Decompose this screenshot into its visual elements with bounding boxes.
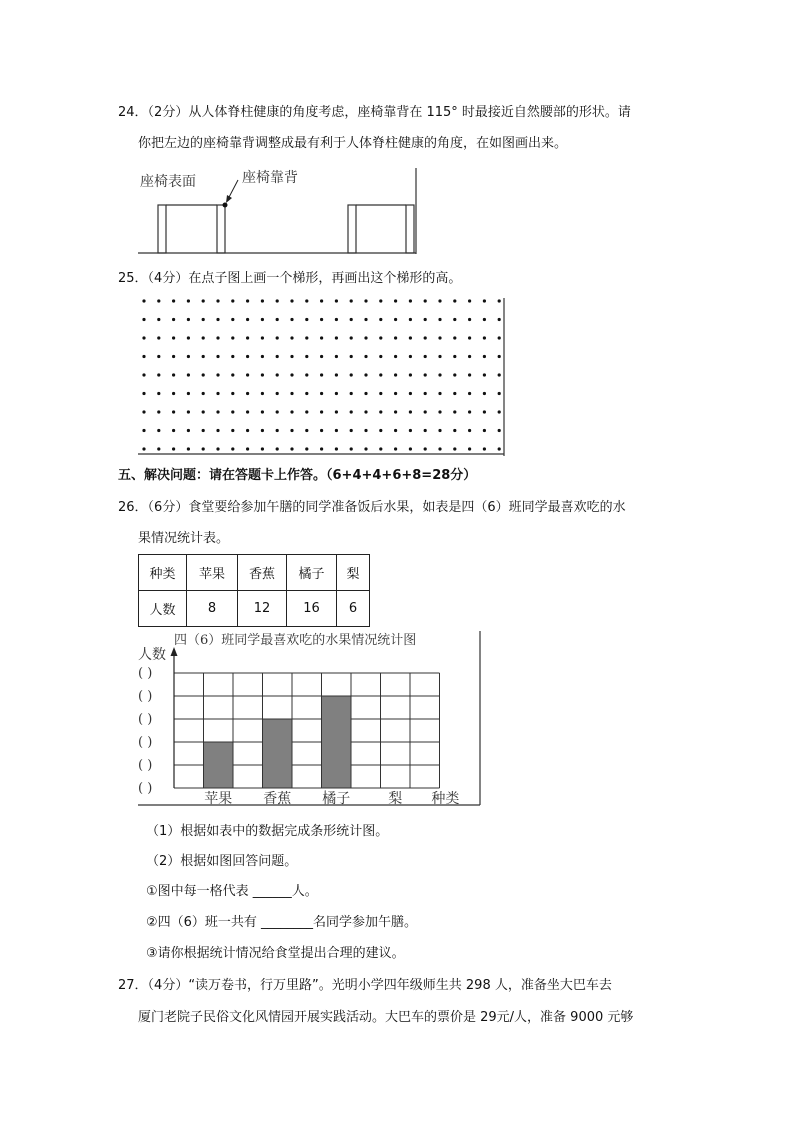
grid-dot xyxy=(261,299,264,302)
x-tick-label: 梨 xyxy=(388,791,403,807)
y-tick-label: ( ) xyxy=(138,735,153,750)
grid-dot xyxy=(172,410,175,413)
grid-dot xyxy=(483,392,486,395)
grid-dot xyxy=(305,299,308,302)
grid-dot xyxy=(394,336,397,339)
grid-dot xyxy=(350,392,353,395)
grid-dot xyxy=(216,447,219,450)
grid-dot xyxy=(172,392,175,395)
grid-dot xyxy=(320,410,323,413)
grid-dot xyxy=(409,373,412,376)
grid-dot xyxy=(498,392,501,395)
grid-dot xyxy=(305,410,308,413)
grid-dot xyxy=(216,336,219,339)
bar-chart xyxy=(138,629,484,809)
grid-dot xyxy=(157,318,160,321)
grid-dot xyxy=(394,299,397,302)
table-header-cell: 橘子 xyxy=(287,555,337,591)
grid-dot xyxy=(246,373,249,376)
table-header-cell: 香蕉 xyxy=(238,555,287,591)
grid-dot xyxy=(187,336,190,339)
grid-dot xyxy=(172,373,175,376)
grid-dot xyxy=(424,355,427,358)
grid-dot xyxy=(424,373,427,376)
grid-dot xyxy=(320,447,323,450)
grid-dot xyxy=(246,299,249,302)
grid-dot xyxy=(438,410,441,413)
grid-dot xyxy=(261,373,264,376)
grid-dot xyxy=(276,336,279,339)
grid-dot xyxy=(216,429,219,432)
grid-dot xyxy=(453,355,456,358)
grid-dot xyxy=(246,410,249,413)
grid-dot xyxy=(350,336,353,339)
grid-dot xyxy=(320,355,323,358)
grid-dot xyxy=(438,392,441,395)
grid-dot xyxy=(409,410,412,413)
grid-dot xyxy=(142,373,145,376)
grid-dot xyxy=(216,410,219,413)
grid-dot xyxy=(468,447,471,450)
y-tick-label: ( ) xyxy=(138,781,153,796)
grid-dot xyxy=(157,447,160,450)
grid-dot xyxy=(438,318,441,321)
grid-dot xyxy=(305,392,308,395)
grid-dot xyxy=(379,410,382,413)
grid-dot xyxy=(187,410,190,413)
grid-dot xyxy=(187,392,190,395)
grid-dot xyxy=(424,392,427,395)
grid-dot xyxy=(424,336,427,339)
grid-dot xyxy=(305,429,308,432)
grid-dot xyxy=(379,318,382,321)
grid-dot xyxy=(231,373,234,376)
grid-dot xyxy=(246,447,249,450)
grid-dot xyxy=(438,299,441,302)
grid-dot xyxy=(276,429,279,432)
grid-dot xyxy=(498,447,501,450)
grid-dot xyxy=(498,429,501,432)
grid-dot xyxy=(187,318,190,321)
grid-dot xyxy=(142,299,145,302)
grid-dot xyxy=(483,410,486,413)
grid-dot xyxy=(409,392,412,395)
grid-dot xyxy=(202,355,205,358)
q26-line2: 果情况统计表。 xyxy=(138,531,230,546)
dot-grid[interactable] xyxy=(138,296,508,458)
grid-dot xyxy=(424,429,427,432)
grid-dot xyxy=(320,299,323,302)
grid-dot xyxy=(231,392,234,395)
grid-dot xyxy=(468,410,471,413)
grid-dot xyxy=(202,299,205,302)
grid-dot xyxy=(394,410,397,413)
grid-dot xyxy=(172,355,175,358)
grid-dot xyxy=(379,299,382,302)
q24-line1: 24．（2分）从人体脊柱健康的角度考虑，座椅靠背在 115° 时最接近自然腰部的形状。请 xyxy=(118,105,631,120)
grid-dot xyxy=(498,336,501,339)
grid-dot xyxy=(350,429,353,432)
section5-heading: 五、解决问题：请在答题卡上作答。（6+4+4+6+8=28分） xyxy=(118,468,477,483)
grid-dot xyxy=(350,373,353,376)
grid-dot xyxy=(305,336,308,339)
grid-dot xyxy=(364,410,367,413)
grid-dot xyxy=(157,429,160,432)
grid-dot xyxy=(424,318,427,321)
table-header-cell: 梨 xyxy=(337,555,370,591)
grid-dot xyxy=(483,336,486,339)
grid-dot xyxy=(438,355,441,358)
q26-sub1: （1）根据如表中的数据完成条形统计图。 xyxy=(146,824,389,839)
grid-dot xyxy=(498,318,501,321)
grid-dot xyxy=(364,392,367,395)
grid-dot xyxy=(202,429,205,432)
grid-dot xyxy=(453,429,456,432)
grid-dot xyxy=(290,392,293,395)
grid-dot xyxy=(187,429,190,432)
grid-dot xyxy=(290,447,293,450)
grid-dot xyxy=(483,299,486,302)
grid-dot xyxy=(216,373,219,376)
grid-dot xyxy=(498,299,501,302)
grid-dot xyxy=(231,336,234,339)
q26-item2: ②四（6）班一共有 ________名同学参加午膳。 xyxy=(146,915,418,930)
grid-dot xyxy=(364,429,367,432)
grid-dot xyxy=(142,447,145,450)
grid-dot xyxy=(394,447,397,450)
grid-dot xyxy=(409,336,412,339)
table-cell: 12 xyxy=(238,591,287,627)
grid-dot xyxy=(261,447,264,450)
grid-dot xyxy=(468,429,471,432)
grid-dot xyxy=(290,299,293,302)
chart-marks xyxy=(138,647,459,807)
grid-dot xyxy=(276,373,279,376)
label-chair-back: 座椅靠背 xyxy=(242,170,298,186)
grid-dot xyxy=(394,373,397,376)
q24-line2: 你把左边的座椅靠背调整成最有利于人体脊柱健康的角度，在如图画出来。 xyxy=(138,136,568,151)
grid-dot xyxy=(202,318,205,321)
grid-dot xyxy=(261,355,264,358)
x-axis-label: 种类 xyxy=(431,791,460,807)
bar xyxy=(263,719,293,788)
grid-dot xyxy=(142,355,145,358)
label-seat-surface: 座椅表面 xyxy=(140,174,196,190)
grid-dot xyxy=(142,429,145,432)
grid-dot xyxy=(172,447,175,450)
grid-dot xyxy=(320,336,323,339)
grid-dot xyxy=(320,429,323,432)
grid-dot xyxy=(350,447,353,450)
grid-dot xyxy=(453,336,456,339)
y-tick-label: ( ) xyxy=(138,712,153,727)
grid-dot xyxy=(157,299,160,302)
grid-dot xyxy=(261,392,264,395)
grid-dot xyxy=(157,373,160,376)
y-tick-label: ( ) xyxy=(138,758,153,773)
grid-dot xyxy=(290,336,293,339)
grid-dot xyxy=(231,429,234,432)
grid-dot xyxy=(453,447,456,450)
grid-dot xyxy=(350,299,353,302)
grid-dot xyxy=(379,373,382,376)
grid-dot xyxy=(364,299,367,302)
grid-dot xyxy=(468,373,471,376)
grid-dot xyxy=(379,355,382,358)
y-axis-arrowhead xyxy=(171,647,178,656)
grid-dot xyxy=(350,410,353,413)
grid-dot xyxy=(202,392,205,395)
grid-dot xyxy=(276,355,279,358)
grid-dot xyxy=(468,318,471,321)
q25-text: 25．（4分）在点子图上画一个梯形，再画出这个梯形的高。 xyxy=(118,271,462,286)
grid-dot xyxy=(231,355,234,358)
grid-dot xyxy=(305,355,308,358)
right-chair-leg-back xyxy=(406,205,414,253)
grid-dot xyxy=(261,429,264,432)
grid-dot xyxy=(394,355,397,358)
grid-dot xyxy=(453,299,456,302)
grid-dot xyxy=(216,299,219,302)
grid-dot xyxy=(320,392,323,395)
grid-dot xyxy=(231,447,234,450)
grid-dot xyxy=(276,392,279,395)
table-cell: 6 xyxy=(337,591,370,627)
fruit-table xyxy=(138,554,370,627)
x-tick-label: 橘子 xyxy=(322,791,351,807)
grid-dot xyxy=(172,318,175,321)
grid-dot xyxy=(394,318,397,321)
grid-dot xyxy=(409,429,412,432)
grid-dot xyxy=(453,318,456,321)
grid-dot xyxy=(157,410,160,413)
right-chair-leg-front xyxy=(348,205,356,253)
grid-dot xyxy=(424,447,427,450)
grid-dot xyxy=(483,355,486,358)
grid-dot xyxy=(142,318,145,321)
grid-dot xyxy=(276,410,279,413)
grid-dot xyxy=(202,336,205,339)
grid-dot xyxy=(438,336,441,339)
q26-item1: ①图中每一格代表 ______人。 xyxy=(146,884,318,899)
grid-dot xyxy=(172,429,175,432)
table-row xyxy=(139,591,370,627)
grid-dot xyxy=(350,318,353,321)
grid-dot xyxy=(498,373,501,376)
grid-dot xyxy=(468,392,471,395)
table-cell: 16 xyxy=(287,591,337,627)
grid-dot xyxy=(290,373,293,376)
q27-line1: 27．（4分）“读万卷书，行万里路”。光明小学四年级师生共 298 人，准备坐大巴车去 xyxy=(118,978,612,993)
grid-dot xyxy=(216,355,219,358)
grid-dot xyxy=(246,355,249,358)
grid-dot xyxy=(335,429,338,432)
grid-dot xyxy=(335,410,338,413)
grid-dot xyxy=(483,318,486,321)
grid-dot xyxy=(483,447,486,450)
x-tick-label: 苹果 xyxy=(204,791,233,807)
grid-dot xyxy=(438,429,441,432)
grid-dot xyxy=(409,355,412,358)
grid-dot xyxy=(231,299,234,302)
y-tick-label: ( ) xyxy=(138,666,153,681)
grid-dot xyxy=(468,299,471,302)
grid-dot xyxy=(172,336,175,339)
bar xyxy=(204,742,234,788)
grid-dot xyxy=(320,373,323,376)
chair-back-point xyxy=(223,203,228,208)
grid-dot xyxy=(453,373,456,376)
grid-dot xyxy=(453,410,456,413)
grid-dot xyxy=(498,410,501,413)
grid-dot xyxy=(498,355,501,358)
chart-title: 四（6）班同学最喜欢吃的水果情况统计图 xyxy=(174,633,417,648)
table-header-cell: 种类 xyxy=(139,555,187,591)
grid-dot xyxy=(409,299,412,302)
grid-dot xyxy=(157,336,160,339)
y-tick-label: ( ) xyxy=(138,689,153,704)
grid-dot xyxy=(424,410,427,413)
grid-dot xyxy=(335,336,338,339)
grid-dot xyxy=(290,410,293,413)
bar xyxy=(322,696,352,788)
grid-dot xyxy=(394,429,397,432)
grid-dot xyxy=(231,410,234,413)
grid-dot xyxy=(246,392,249,395)
chart-y-label: 人数 xyxy=(138,647,166,663)
grid-dot xyxy=(424,299,427,302)
left-chair-leg-front xyxy=(158,205,166,253)
grid-dot xyxy=(187,355,190,358)
grid-dot xyxy=(187,447,190,450)
grid-dot xyxy=(335,355,338,358)
grid-dot xyxy=(216,392,219,395)
grid-dot xyxy=(276,447,279,450)
x-tick-label: 香蕉 xyxy=(263,791,292,807)
grid-dot xyxy=(142,392,145,395)
grid-dot xyxy=(335,318,338,321)
grid-dot xyxy=(142,336,145,339)
grid-dot xyxy=(216,318,219,321)
grid-dot xyxy=(202,447,205,450)
table-cell: 人数 xyxy=(139,591,187,627)
grid-dot xyxy=(394,392,397,395)
grid-dot xyxy=(261,318,264,321)
left-chair-leg-back xyxy=(217,205,225,253)
grid-dot xyxy=(468,355,471,358)
grid-dot xyxy=(335,447,338,450)
grid-dot xyxy=(187,373,190,376)
grid-dot xyxy=(290,318,293,321)
grid-dot xyxy=(246,318,249,321)
grid-dot xyxy=(305,318,308,321)
grid-dot xyxy=(305,373,308,376)
table-header-row xyxy=(139,555,370,591)
grid-dot xyxy=(483,429,486,432)
q26-line1: 26．（6分）食堂要给参加午膳的同学准备饭后水果，如表是四（6）班同学最喜欢吃的水 xyxy=(118,500,626,515)
grid-dot xyxy=(172,299,175,302)
grid-dot xyxy=(379,429,382,432)
grid-dot xyxy=(202,410,205,413)
grid-dot xyxy=(364,447,367,450)
q26-item3: ③请你根据统计情况给食堂提出合理的建议。 xyxy=(146,946,405,961)
grid-dot xyxy=(350,355,353,358)
grid-dot xyxy=(335,299,338,302)
q26-sub2: （2）根据如图回答问题。 xyxy=(146,854,298,869)
grid-dot xyxy=(157,355,160,358)
grid-dot xyxy=(335,392,338,395)
grid-dot xyxy=(379,392,382,395)
grid-dot xyxy=(364,336,367,339)
grid-dot xyxy=(468,336,471,339)
grid-dot xyxy=(379,336,382,339)
grid-dot xyxy=(364,373,367,376)
grid-dot xyxy=(276,299,279,302)
grid-dot xyxy=(453,392,456,395)
table-header-cell: 苹果 xyxy=(187,555,238,591)
grid-dot xyxy=(364,318,367,321)
chair-figure xyxy=(138,164,420,256)
grid-dot xyxy=(290,429,293,432)
grid-dot xyxy=(409,318,412,321)
table-cell: 8 xyxy=(187,591,238,627)
grid-dot xyxy=(409,447,412,450)
grid-dot xyxy=(379,447,382,450)
grid-dot xyxy=(261,410,264,413)
grid-dot xyxy=(261,336,264,339)
grid-dot xyxy=(290,355,293,358)
grid-dot xyxy=(187,299,190,302)
grid-dot xyxy=(246,429,249,432)
grid-dot xyxy=(157,392,160,395)
grid-dot xyxy=(483,373,486,376)
grid-dot xyxy=(246,336,249,339)
grid-dot xyxy=(305,447,308,450)
grid-dot xyxy=(231,318,234,321)
grid-dot xyxy=(320,318,323,321)
grid-dot xyxy=(142,410,145,413)
grid-dot xyxy=(202,373,205,376)
grid-dot xyxy=(276,318,279,321)
grid-dot xyxy=(335,373,338,376)
q27-line2: 厦门老院子民俗文化风情园开展实践活动。大巴车的票价是 29元/人，准备 9000 元够 xyxy=(138,1010,634,1025)
grid-dot xyxy=(364,355,367,358)
grid-dot xyxy=(438,447,441,450)
grid-dot xyxy=(438,373,441,376)
